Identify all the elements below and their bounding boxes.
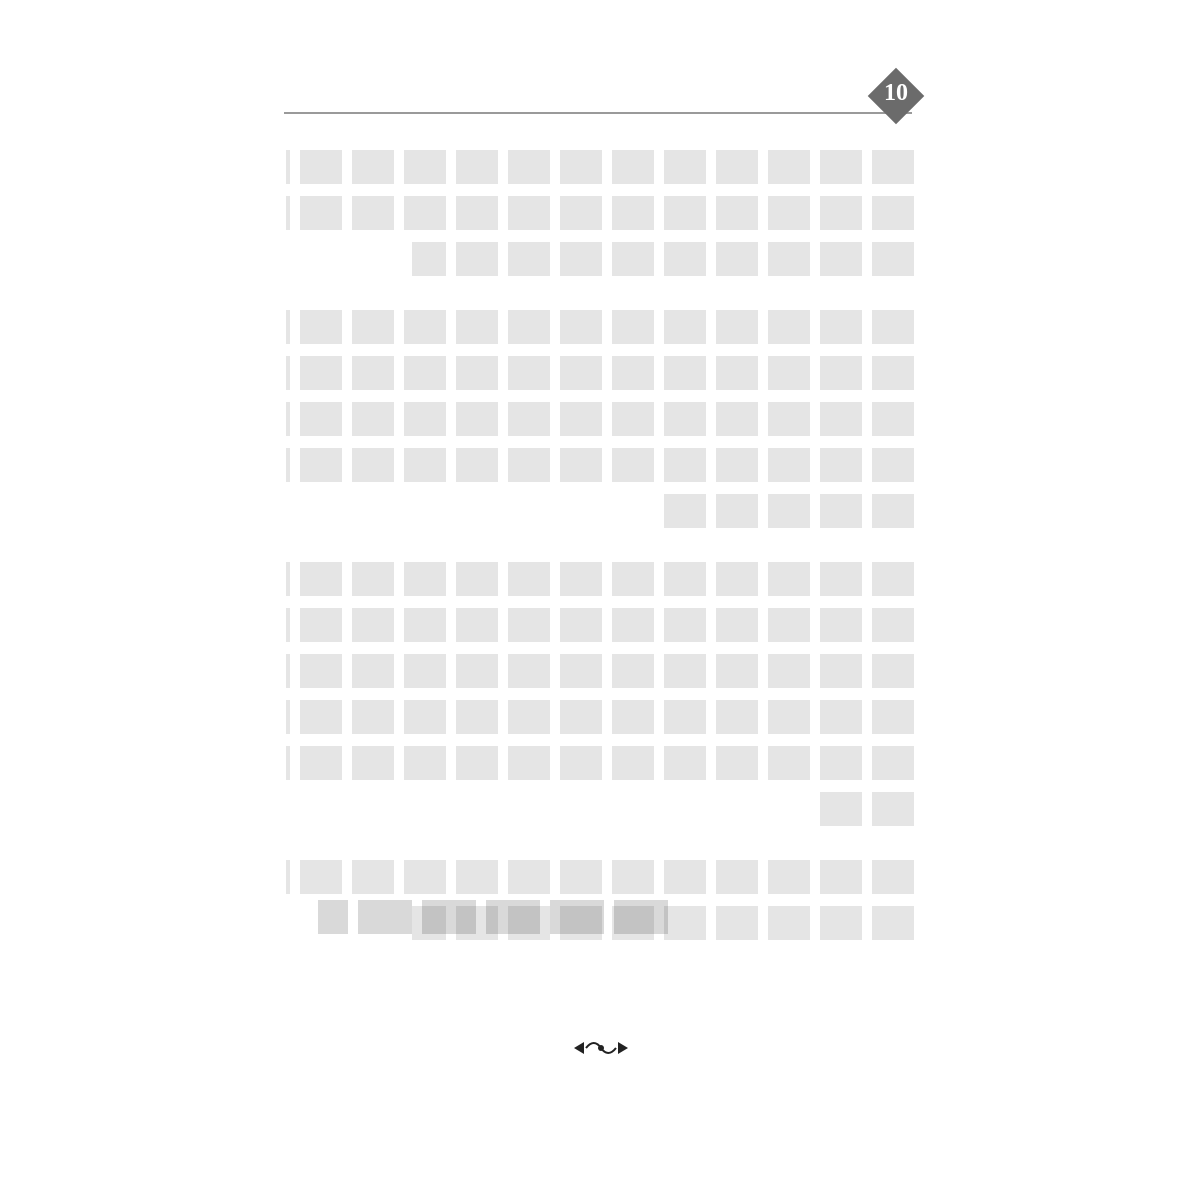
article-body bbox=[286, 150, 914, 910]
text-line bbox=[286, 356, 914, 390]
text-line bbox=[286, 860, 914, 894]
header-rule bbox=[284, 112, 912, 114]
page-number-badge bbox=[868, 68, 924, 124]
text-line bbox=[286, 402, 914, 436]
text-line bbox=[286, 700, 914, 734]
paragraph-2 bbox=[286, 310, 914, 528]
text-line bbox=[286, 608, 914, 642]
text-line bbox=[286, 310, 914, 344]
ornament-icon bbox=[570, 1036, 632, 1060]
text-line bbox=[286, 746, 914, 780]
text-line bbox=[663, 494, 914, 528]
text-line bbox=[286, 448, 914, 482]
page-header bbox=[284, 68, 912, 122]
paragraph-1 bbox=[286, 150, 914, 276]
text-line bbox=[286, 562, 914, 596]
text-line bbox=[286, 196, 914, 230]
text-line bbox=[286, 654, 914, 688]
paragraph-3 bbox=[286, 562, 914, 826]
text-line bbox=[814, 792, 914, 826]
signature-placeholder bbox=[318, 900, 668, 934]
text-line bbox=[412, 242, 914, 276]
page-number: 10 bbox=[884, 80, 908, 106]
text-line bbox=[286, 150, 914, 184]
